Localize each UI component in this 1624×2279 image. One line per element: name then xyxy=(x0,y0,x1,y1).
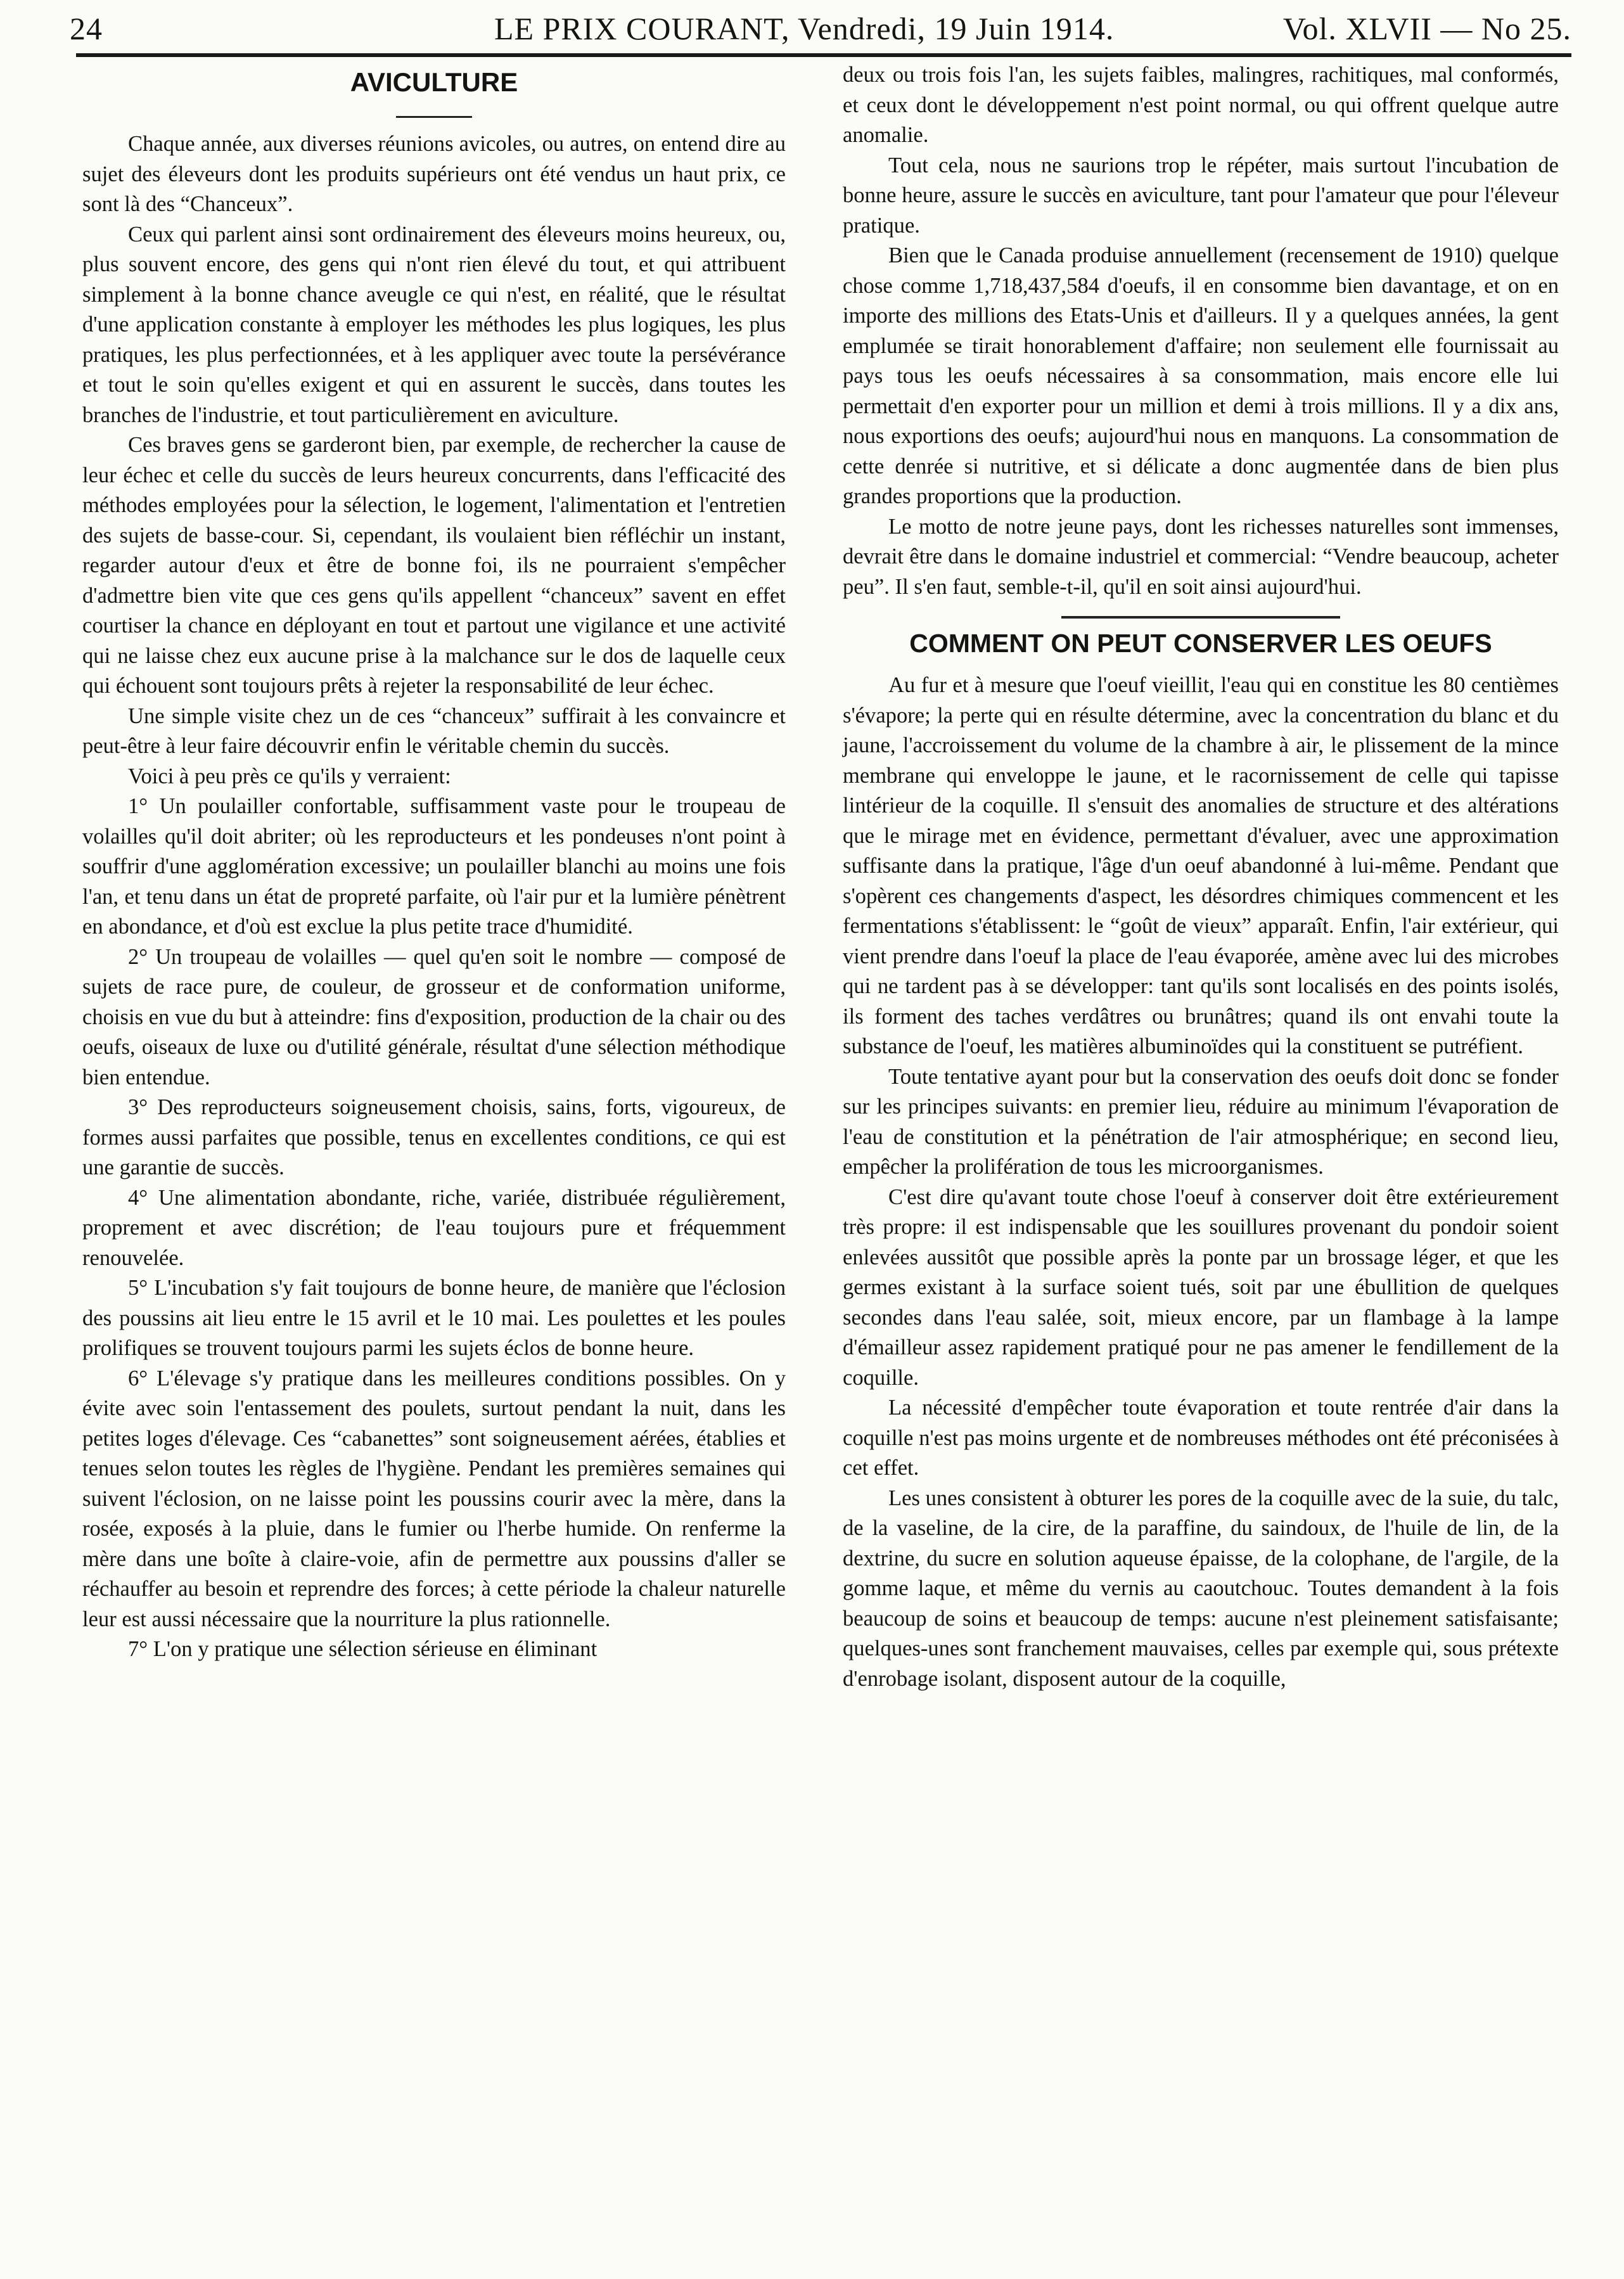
paragraph: Ceux qui parlent ainsi sont ordinairement des éleveurs moins heureux, ou, plus souvent encore, des gens qui n'ont rien élevé du tout, et qui attribuent simplement à la bonne chance aveugle ce qui n'est, en réalité, que le résultat d'une application constante à employer les méthodes les plus logiques, les plus pratiques, les plus perfectionnées, et à les appliquer avec toute la persévérance et tout le soin qu'elles exigent et qui en assurent le succès, dans toutes les branches de l'industrie, et tout particulièrement en aviculture. xyxy=(82,222,786,427)
paragraph: Voici à peu près ce qu'ils y verraient: xyxy=(128,764,451,788)
paragraph: Les unes consistent à obturer les pores de la coquille avec de la suie, du talc, de la vaseline, de la cire, de la paraffine, du saindoux, de l'huile de lin, de la dextrine, du sucre en solution aqueuse épaisse, de la colophane, de l'argile, de la gomme laque, et même du vernis au caoutchouc. Toutes demandent à la fois beaucoup de soins et beaucoup de temps: aucune n'est pleinement satisfaisante; quelques-unes sont franchement mauvaises, celles par exemple qui, sous prétexte d'enrobage isolant, disposent autour de la coquille, xyxy=(843,1486,1559,1691)
section-title-aviculture: AVICULTURE xyxy=(350,67,518,97)
continued-paragraph: deux ou trois fois l'an, les sujets faibles, malingres, rachitiques, mal conformés, et ceux dont le développement n'est point normal, ou qui offrent quelque autre anomalie. xyxy=(843,63,1559,147)
list-item: 6° L'élevage s'y pratique dans les meilleures conditions possibles. On y évite avec soin l'entassement des poulets, surtout pendant la nuit, dans les petites loges d'élevage. Ces “cabanettes” sont soigneusement aérées, établies et tenues selon toutes les règles de l'hygiène. Pendant les premières semaines qui suivent l'éclosion, on ne laisse point les poussins courir avec la mère, dans la rosée, exposés à la pluie, dans le fumier ou l'herbe humide. On renferme la mère dans une boîte à claire-voie, afin de permettre aux poussins d'aller se réchauffer au besoin et reprendre des forces; à cette période la chaleur naturelle leur est aussi nécessaire que la nourriture la plus rationnelle. xyxy=(82,1366,786,1631)
paragraph: C'est dire qu'avant toute chose l'oeuf à conserver doit être extérieurement très propre: il est indispensable que les souillures provenant du pondoir soient enlevées aussitôt que possible après la ponte par un brossage léger, et que les germes existant à la surface soient tués, soit par une ébullition de quelques secondes dans l'eau salée, soit, mieux encore, par un flambage à la lampe d'émailleur assez rapidement pratiqué pour ne pas amener le fendillement de la coquille. xyxy=(843,1184,1559,1390)
paragraph: Ces braves gens se garderont bien, par exemple, de rechercher la cause de leur échec et celle du succès de leurs heureux concurrents, dans l'efficacité des méthodes employées pour la sélection, le logement, l'alimentation et l'entretien des sujets de basse-cour. Si, cependant, ils voulaient bien réfléchir un instant, regarder autour d'eux et être de bonne foi, ils ne pourraient s'empêcher d'admettre bien vite que ces gens qu'ils appellent “chanceux” savent en effet courtiser la chance en déployant en tout et partout une vigilance et une activité qui ne laisse chez eux aucune prise à la malchance sur le dos de laquelle ceux qui échouent sont toujours prêts à rejeter la responsabilité de leur échec. xyxy=(82,433,786,698)
paragraph: Bien que le Canada produise annuellement (recensement de 1910) quelque chose comme 1,718,437,584 d'oeufs, il en consomme bien davantage, et on en importe des millions des Etats-Unis et d'ailleurs. Il y a quelques années, la gent emplumée se tirait honorablement d'affaire; non seulement elle fournissait au pays tous les oeufs nécessaires à sa consommation, mais encore elle lui permettait d'en exporter pour un million et demi à trois millions. Il y a dix ans, nous exportions des oeufs; aujourd'hui nous en manquons. La consommation de cette denrée si nutritive, et si délicate a donc augmentée dans de bien plus grandes proportions que la production. xyxy=(843,243,1559,508)
paragraph: Le motto de notre jeune pays, dont les richesses naturelles sont immenses, devrait être dans le domaine industriel et commercial: “Vendre beaucoup, acheter peu”. Il s'en faut, semble-t-il, qu'il en soit ainsi aujourd'hui. xyxy=(843,514,1559,599)
paragraph: Toute tentative ayant pour but la conservation des oeufs doit donc se fonder sur les principes suivants: en premier lieu, réduire au minimum l'évaporation de l'eau de constitution et la pénétration de l'air atmosphérique; en second lieu, empêcher la prolifération de tous les microorganismes. xyxy=(843,1064,1559,1179)
paragraph: La nécessité d'empêcher toute évaporation et toute rentrée d'air dans la coquille n'est pas moins urgente et de nombreuses méthodes ont été préconisées à cet effet. xyxy=(843,1396,1559,1480)
right-column xyxy=(843,60,1559,1694)
page-header xyxy=(70,8,1571,49)
list-item: 2° Un troupeau de volailles — quel qu'en soit le nombre — composé de sujets de race pure, de couleur, de grosseur et de conformation uniforme, choisis en vue du but à atteindre: fins d'exposition, production de la chair ou des oeufs, oiseaux de luxe ou d'utilité générale, résultat d'une sélection méthodique bien entendue. xyxy=(82,944,786,1089)
page-number: 24 xyxy=(70,11,103,46)
list-item: 1° Un poulailler confortable, suffisamment vaste pour le troupeau de volailles qu'il doit abriter; où les reproducteurs et les pondeuses n'ont point à souffrir d'une agglomération excessive; un poulailler blanchi au moins une fois l'an, et tenu dans un état de propreté parfaite, où l'air pur et la lumière pénètrent en abondance, et d'où est exclue la plus petite trace d'humidité. xyxy=(82,794,786,939)
paragraph: Tout cela, nous ne saurions trop le répéter, mais surtout l'incubation de bonne heure, assure le succès en aviculture, tant pour l'amateur que pour l'éleveur pratique. xyxy=(843,153,1559,238)
section-title-oeufs: COMMENT ON PEUT CONSERVER LES OEUFS xyxy=(909,629,1492,658)
section-divider xyxy=(1061,616,1340,619)
volume-number: Vol. XLVII — No 25. xyxy=(1282,11,1571,46)
paragraph: Chaque année, aux diverses réunions avicoles, ou autres, on entend dire au sujet des éleveurs dont les produits supérieurs ont été vendus un haut prix, ce sont là des “Chanceux”. xyxy=(82,132,786,216)
list-item: 5° L'incubation s'y fait toujours de bonne heure, de manière que l'éclosion des poussins ait lieu entre le 15 avril et le 10 mai. Les poulettes et les poules prolifiques se trouvent toujours parmi les sujets éclos de bonne heure. xyxy=(82,1276,786,1360)
list-item: 4° Une alimentation abondante, riche, variée, distribuée régulièrement, proprement et avec discrétion; de l'eau toujours pure et fréquemment renouvelée. xyxy=(82,1185,786,1270)
left-column xyxy=(82,60,786,1665)
masthead-title: LE PRIX COURANT, Vendredi, 19 Juin 1914. xyxy=(494,11,1115,46)
title-rule xyxy=(396,116,472,118)
paragraph: Au fur et à mesure que l'oeuf vieillit, l'eau qui en constitue les 80 centièmes s'évapore; la perte qui en résulte détermine, avec la concentration du blanc et du jaune, l'accroissement du volume de la chambre à air, le plissement de la mince membrane qui enveloppe le jaune, et le racornissement de celle qui tapisse lintérieur de la coquille. Il s'ensuit des anomalies de structure et des altérations que le mirage met en évidence, permettant d'évaluer, avec une approximation suffisante dans la pratique, l'âge d'un oeuf abandonné à lui-même. Pendant que s'opèrent ces changements d'aspect, les désordres chimiques commencent et les fermentations s'établissent: le “goût de vieux” apparaît. Enfin, l'air extérieur, qui vient prendre dans l'oeuf la place de l'eau évaporée, amène avec lui des microbes qui ne tardent pas à se développer: tant qu'ils sont localisés en des points isolés, ils forment des taches verdâtres ou brunâtres; quand ils ont envahi toute la substance de l'oeuf, les matières albuminoïdes qui la constituent se putréfient. xyxy=(843,673,1559,1058)
header-rule xyxy=(76,53,1571,57)
list-item: 7° L'on y pratique une sélection sérieuse en éliminant xyxy=(128,1637,598,1661)
list-item: 3° Des reproducteurs soigneusement choisis, sains, forts, vigoureux, de formes aussi parfaites que possible, tenus en excellentes conditions, ce qui est une garantie de succès. xyxy=(82,1095,786,1179)
paragraph: Une simple visite chez un de ces “chanceux” suffirait à les convaincre et peut-être à leur faire découvrir enfin le véritable chemin du succès. xyxy=(82,703,786,758)
